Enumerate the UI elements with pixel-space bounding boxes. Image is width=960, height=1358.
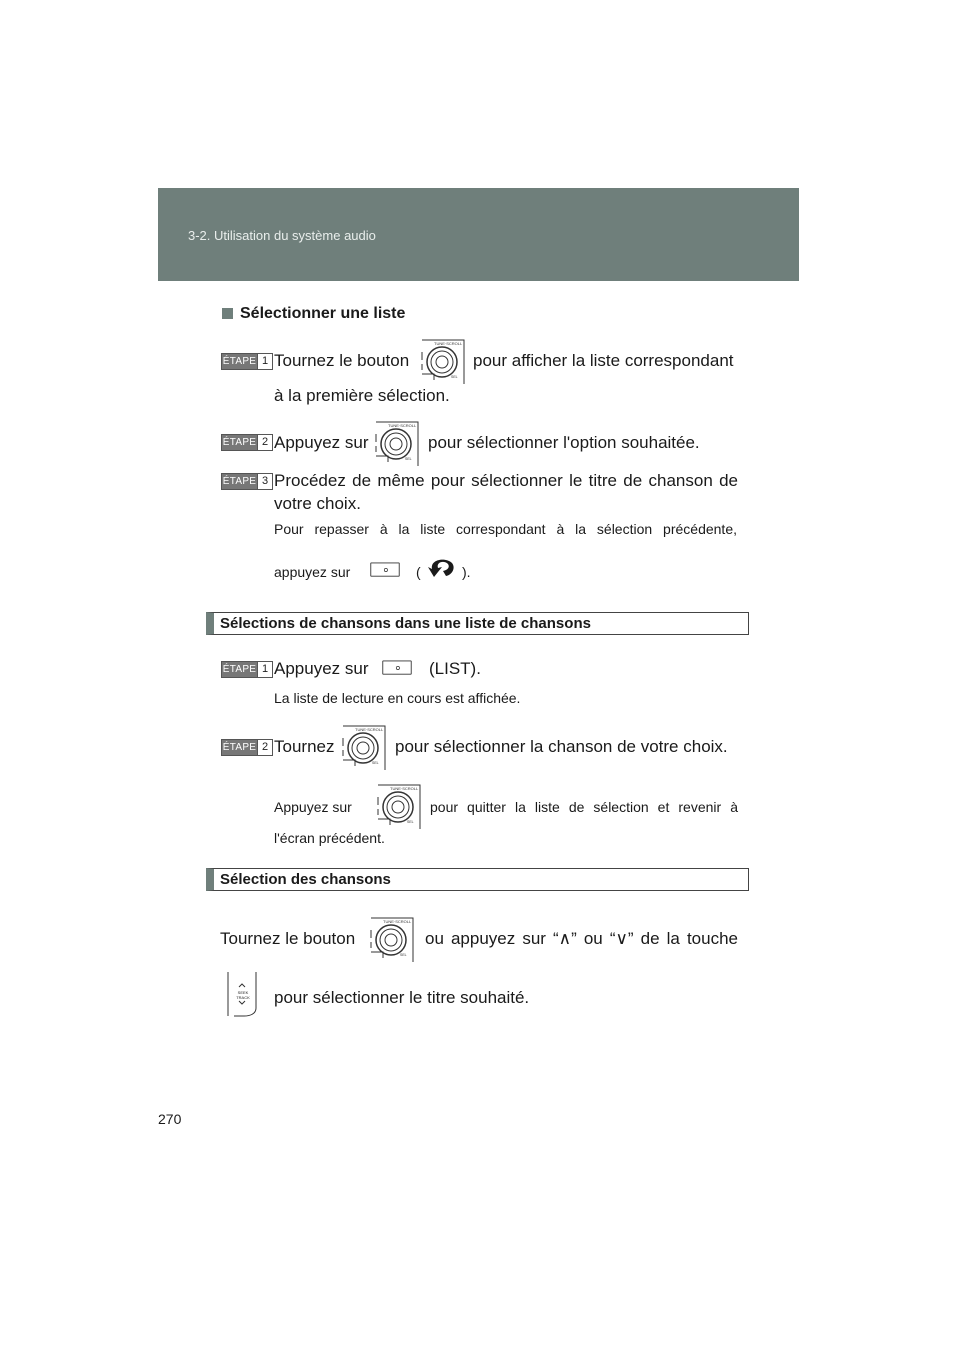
step-badge	[221, 434, 273, 451]
body-text: Tournez le bouton	[220, 929, 356, 948]
tune-knob-icon	[374, 420, 420, 466]
note-text: Pour repasser à la liste correspondant à la sélection précédente,	[274, 521, 737, 537]
step-label: ÉTAPE	[222, 476, 257, 487]
step-text: Tournez	[274, 737, 335, 756]
step-text: Appuyez sur	[274, 659, 369, 678]
note-text: La liste de lecture en cours est affichée.	[274, 690, 521, 706]
svg-text:SEL: SEL	[405, 457, 412, 461]
tune-knob-icon	[341, 724, 387, 770]
svg-text:TUNE·SCROLL: TUNE·SCROLL	[434, 341, 463, 346]
step-text: à la première sélection.	[274, 386, 450, 405]
note-text: pour quitter la liste de sélection et revenir à	[430, 799, 738, 815]
step-label: ÉTAPE	[222, 356, 257, 367]
seek-label: SEEK TRACK	[236, 990, 250, 1000]
section-bar-songs-in-list	[206, 612, 749, 635]
step-number: 2	[257, 435, 272, 450]
blank-button-icon	[380, 660, 414, 676]
svg-text:SEL: SEL	[400, 953, 407, 957]
step-number: 1	[257, 662, 272, 677]
body-text: pour sélectionner le titre souhaité.	[274, 988, 530, 1007]
subheading-select-list	[222, 305, 405, 323]
step-badge	[221, 661, 273, 678]
section-title: Sélection des chansons	[220, 871, 391, 888]
tune-knob-icon	[376, 783, 422, 829]
section-title: Sélections de chansons dans une liste de chansons	[220, 615, 591, 632]
back-arrow-icon	[424, 555, 458, 579]
step-text: (LIST).	[429, 659, 481, 678]
tune-knob-icon	[420, 338, 466, 384]
step-text: pour sélectionner la chanson de votre choix.	[395, 737, 728, 756]
svg-text:SEL: SEL	[407, 820, 414, 824]
square-bullet-icon	[222, 308, 233, 319]
section-bar-select-songs	[206, 868, 749, 891]
step-badge	[221, 473, 273, 490]
blank-button-icon	[368, 562, 402, 578]
step-label: ÉTAPE	[222, 437, 257, 448]
page-number: 270	[158, 1111, 182, 1127]
svg-text:TUNE·SCROLL: TUNE·SCROLL	[355, 727, 384, 732]
note-text: appuyez sur	[274, 564, 351, 580]
paren-close: ).	[462, 564, 471, 580]
step-badge	[221, 739, 273, 756]
step-label: ÉTAPE	[222, 742, 257, 753]
step-text: Procédez de même pour sélectionner le titre de chanson de	[274, 471, 738, 490]
step-number: 2	[257, 740, 272, 755]
svg-text:TUNE·SCROLL: TUNE·SCROLL	[383, 919, 412, 924]
svg-text:SEL: SEL	[451, 375, 458, 379]
subheading-text: Sélectionner une liste	[240, 305, 406, 322]
tune-knob-icon	[369, 916, 415, 962]
step-text: pour afficher la liste correspondant	[473, 351, 734, 370]
svg-text:SEL: SEL	[372, 761, 379, 765]
step-number: 1	[257, 354, 272, 369]
step-label: ÉTAPE	[222, 664, 257, 675]
seek-track-button-icon	[226, 970, 258, 1018]
step-text: Tournez le bouton	[274, 351, 410, 370]
chapter-title: 3-2. Utilisation du système audio	[188, 228, 376, 243]
svg-text:TUNE·SCROLL: TUNE·SCROLL	[388, 423, 417, 428]
body-text: ou appuyez sur “∧” ou “∨” de la touche	[425, 929, 738, 948]
svg-text:TUNE·SCROLL: TUNE·SCROLL	[390, 786, 419, 791]
note-text: l'écran précédent.	[274, 830, 385, 846]
step-text: Appuyez sur	[274, 433, 369, 452]
step-text: votre choix.	[274, 494, 361, 513]
note-text: Appuyez sur	[274, 799, 352, 815]
paren-open: (	[416, 564, 421, 580]
step-badge	[221, 353, 273, 370]
chapter-header-band	[158, 188, 799, 281]
step-number: 3	[257, 474, 272, 489]
step-text: pour sélectionner l'option souhaitée.	[428, 433, 700, 452]
